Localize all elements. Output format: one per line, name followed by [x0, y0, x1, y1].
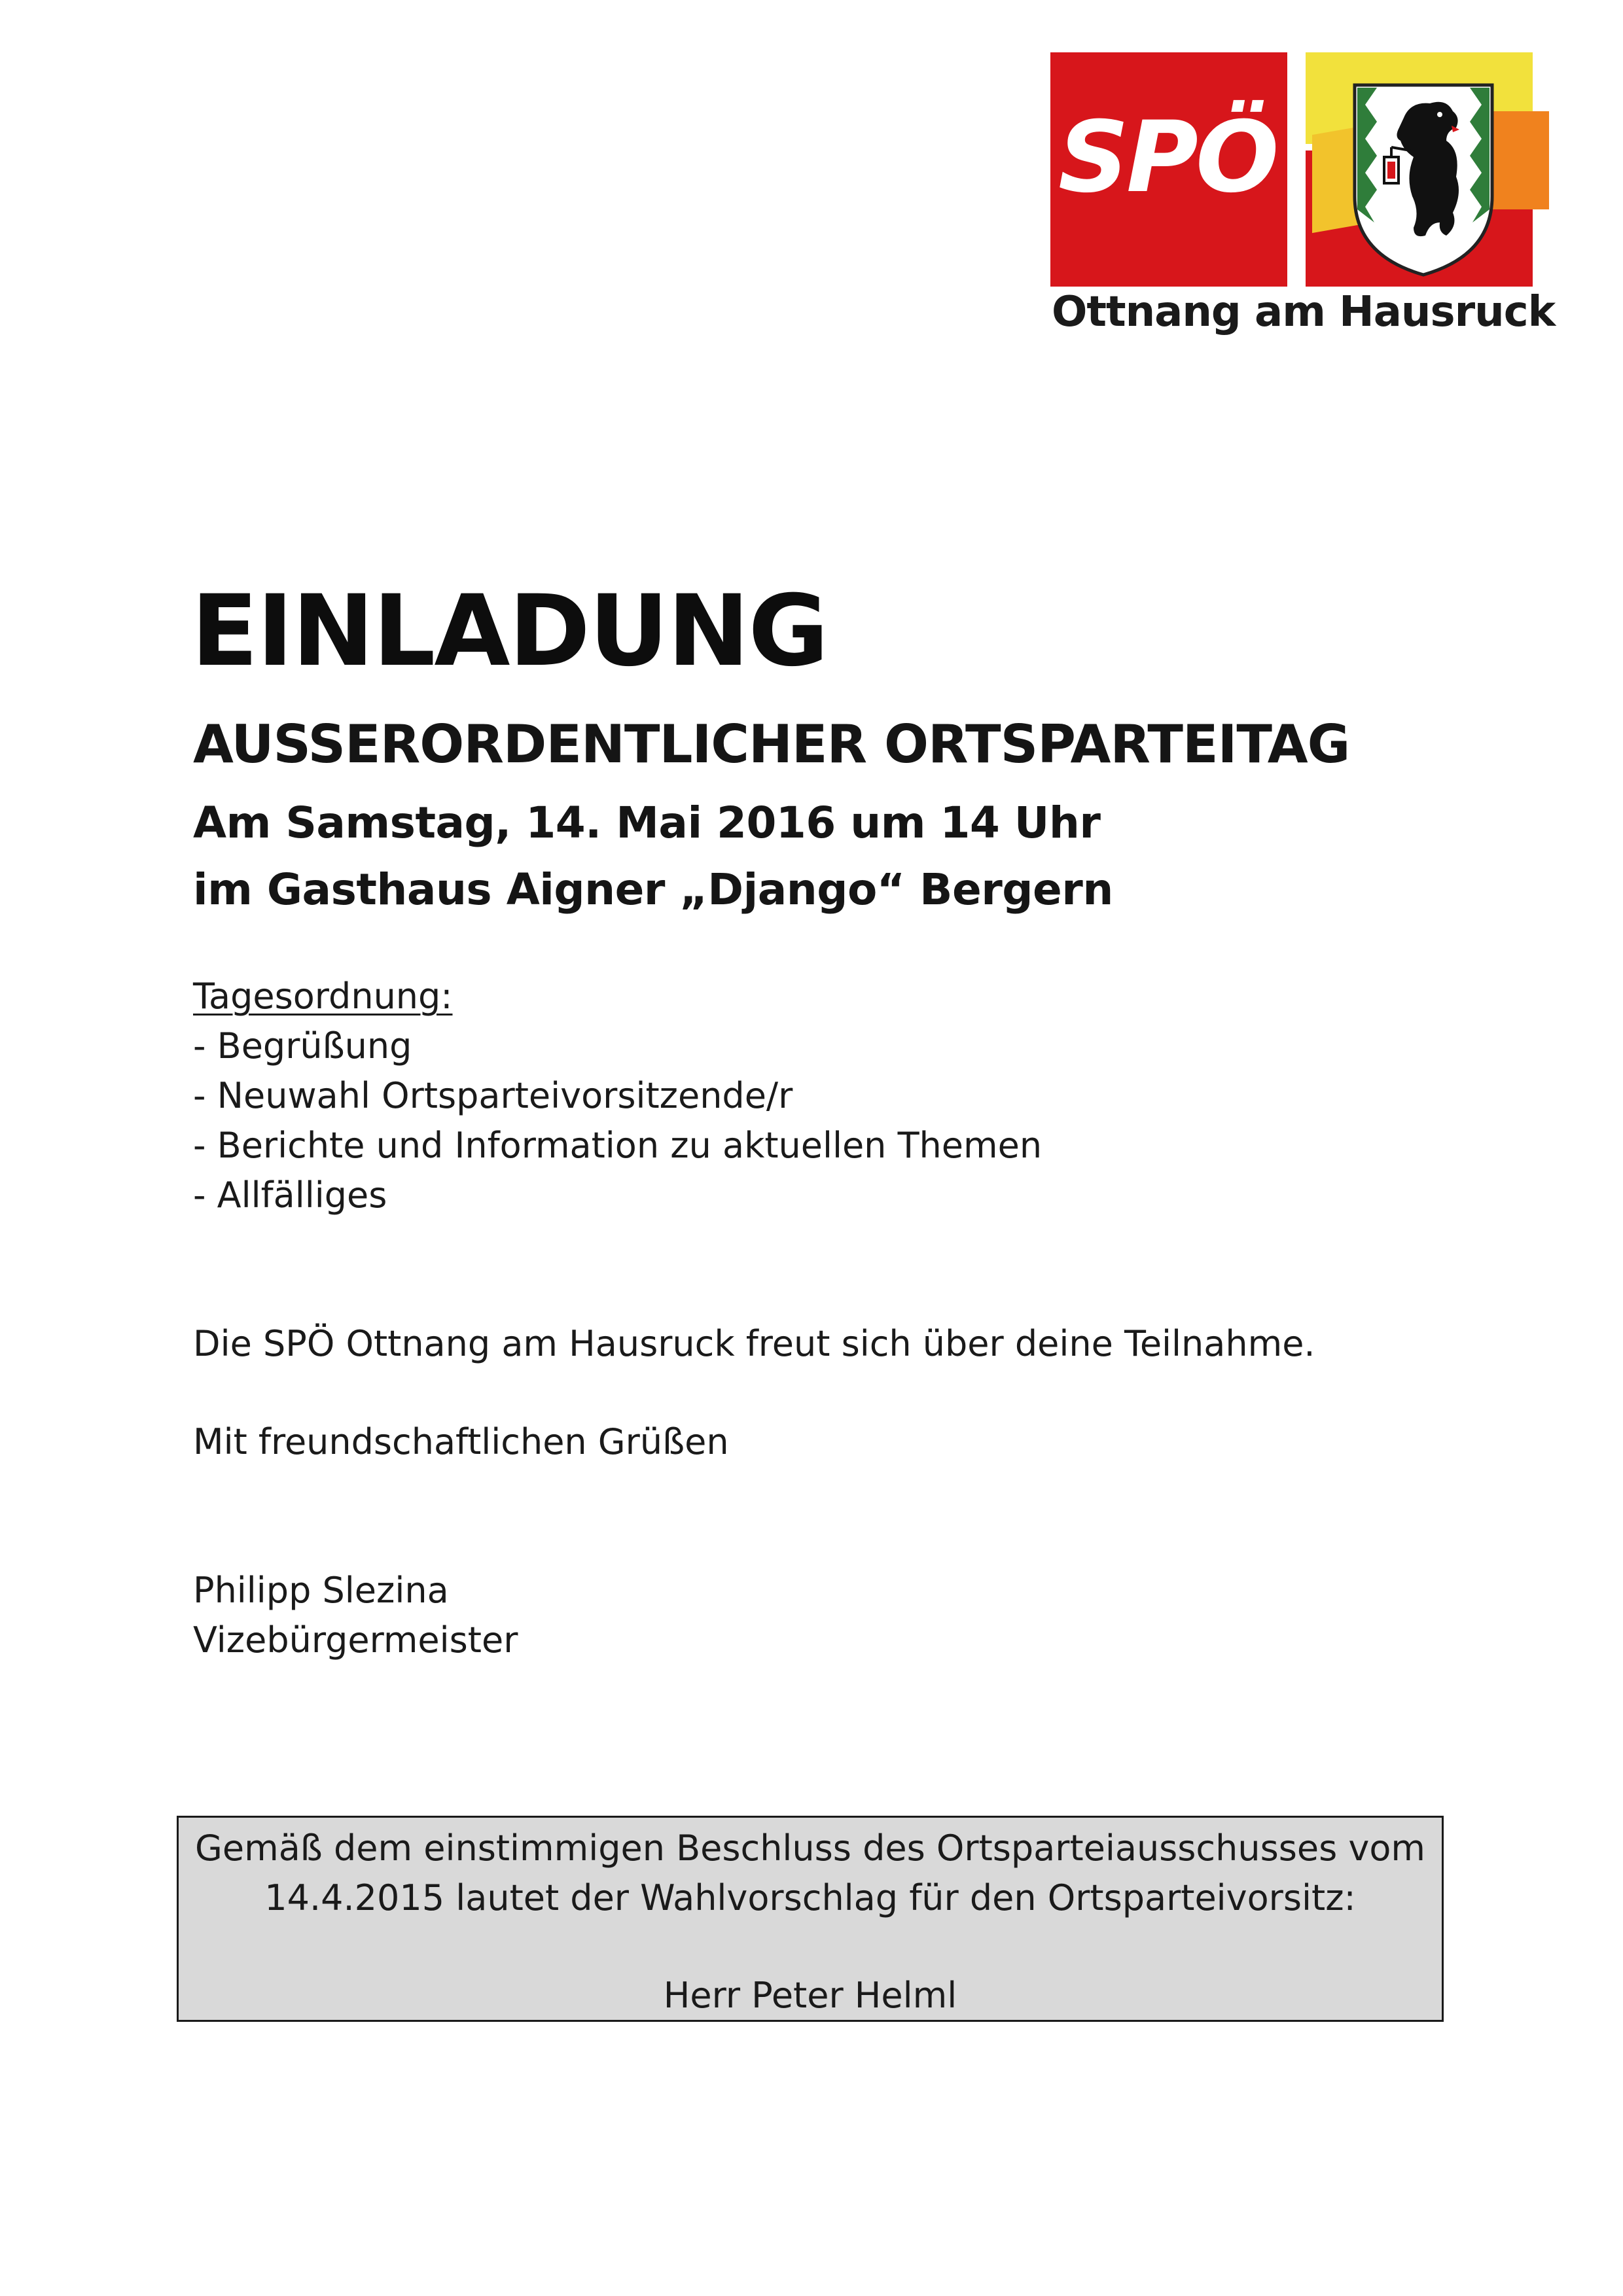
agenda-item: - Begrüßung: [193, 1025, 412, 1067]
event-subtitle: AUSSERORDENTLICHER ORTSPARTEITAG: [193, 714, 1350, 775]
logo-wordmark: SPÖ: [1058, 101, 1277, 215]
signer-name: Philipp Slezina: [193, 1570, 449, 1611]
notice-line: 14.4.2015 lautet der Wahlvorschlag für den Ortsparteivorsitz:: [264, 1877, 1356, 1918]
agenda-list: [193, 1025, 1043, 1227]
party-logo: [1050, 52, 1556, 347]
page-title: EINLADUNG: [191, 574, 828, 688]
logo-caption: Ottnang am Hausruck: [1052, 288, 1556, 336]
bear-coat-of-arms-icon: [1348, 79, 1499, 281]
agenda-item: - Neuwahl Ortsparteivorsitzende/r: [193, 1075, 793, 1116]
notice-line: Gemäß dem einstimmigen Beschluss des Ortsparteiausschusses vom: [195, 1828, 1425, 1869]
agenda-item: - Allfälliges: [193, 1174, 387, 1216]
closing-text: Die SPÖ Ottnang am Hausruck freut sich über deine Teilnahme.: [193, 1323, 1315, 1364]
event-date: Am Samstag, 14. Mai 2016 um 14 Uhr: [193, 798, 1101, 848]
candidate-name: Herr Peter Helml: [663, 1975, 957, 2016]
election-proposal-box: [177, 1816, 1444, 2022]
greeting: Mit freundschaftlichen Grüßen: [193, 1421, 729, 1462]
event-venue: im Gasthaus Aigner „Django“ Bergern: [193, 864, 1113, 915]
agenda-item: - Berichte und Information zu aktuellen Themen: [193, 1125, 1043, 1166]
signer-role: Vizebürgermeister: [193, 1619, 518, 1661]
agenda-heading: Tagesordnung:: [193, 976, 453, 1017]
